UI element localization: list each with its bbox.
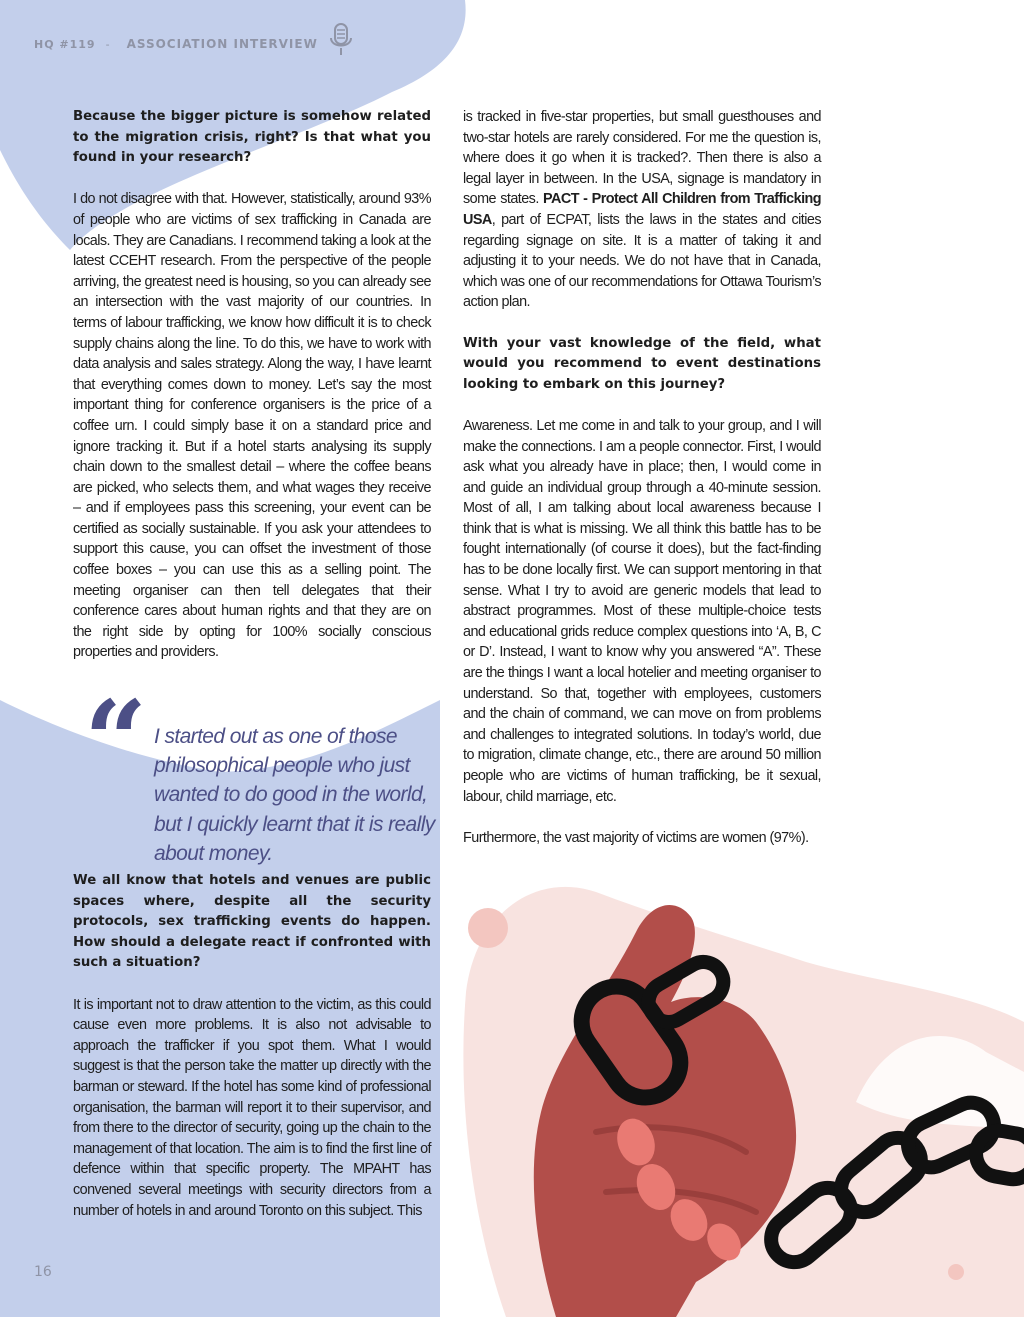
decor-dot xyxy=(468,908,508,948)
interview-answer: Awareness. Let me come in and talk to your group, and I will make the connections. I am a people connector. First, I would ask what you already have in place; then, I would come in and guide an individual group through a 40-minute session. Most of all, I am talking about local awareness because I think that is what is missing. We all think this battle has to be fought internationally (of course it does), but the fact-finding has to be done locally first. We can support mentoring in that sense. What I try to avoid are generic models that lead to abstract programmes. Most of these multiple-choice tests and educational grids reduce complex questions into ‘A, B, C or D’. Instead, I want to know why you answered “A”. These are the things I want a local hotelier and meeting organiser to understand. So that, together with employees, customers and the chain of command, we can move on from problems and challenges to integrated solutions. In today’s world, due to migration, climate change, etc., there are around 50 million people who are victims of human trafficking, be it sexual, labour, child marriage, etc. xyxy=(463,417,821,805)
page-number: 16 xyxy=(34,1264,52,1280)
header-separator: - xyxy=(105,37,111,51)
interview-question: With your vast knowledge of the field, what would you recommend to event destinations looking to embark on this journey? xyxy=(463,335,821,392)
issue-number: HQ #119 xyxy=(34,37,96,51)
interview-answer: I do not disagree with that. However, statistically, around 93% of people who are victims of sex trafficking in Canada are locals. They are Canadians. I recommend taking a look at the latest CCEHT research. From the perspective of the people arriving, the greatest need is housing, so you can already see an intersection with the vast majority of our countries. In terms of labour trafficking, we know how difficult it is to check supply chains along the line. To do this, we have to work with data analysis and sales strategy. Along the way, I have learnt that everything comes down to money. Let’s say the most important thing for conference organisers is the price of a coffee urn. I could simply base it on a standard price and ignore tracking it. But if a hotel starts analysing its supply chain down to the smallest detail – where the coffee beans are picked, who selects them, and what wages they receive – and if employees pass this screening, your event can be certified as socially sustainable. If you ask your attendees to support this cause, you can offset the investment of those coffee boxes – you can use this as a selling point. The meeting organiser can then tell delegates that their conference cares about human rights and that they are on the right side by opting for 100% socially conscious properties and providers. xyxy=(73,191,431,661)
organisation-name: PACT - Protect All Children from Trafficking USA xyxy=(463,191,822,228)
interview-answer: It is important not to draw attention to the victim, as this could cause even more problems. It is also not advisable to approach the trafficker if you spot them. What I would suggest is that the person take the matter up directly with the barman or steward. If the hotel has some kind of professional organisation, the barman will report it to their supervisor, and from there to the director of security, going up the chain to the management of that location. The aim is to find the first line of defence within that specific property. The MPAHT has convened several meetings with security directors from a number of hotels in and around Toronto on this subject. This xyxy=(73,996,431,1219)
answer-text-part: is tracked in five-star properties, but small guesthouses and two-star hotels are rarely considered. For me the question is, where does it go when it is tracked?. Then there is also a legal layer in between. In the USA, signage is mandatory in some states. xyxy=(463,109,821,208)
left-column-bottom xyxy=(73,871,431,1221)
interview-answer-continued xyxy=(463,107,821,313)
page-header xyxy=(34,30,354,58)
interview-question: Because the bigger picture is somehow related to the migration crisis, right? Is that what you found in your research? xyxy=(73,109,431,166)
closing-statement: Furthermore, the vast majority of victims are women (97%). xyxy=(463,829,809,846)
right-column xyxy=(463,107,821,848)
section-title: ASSOCIATION INTERVIEW xyxy=(126,37,318,51)
left-column-top xyxy=(73,107,431,663)
microphone-icon xyxy=(328,22,354,58)
decor-dot xyxy=(948,1264,964,1280)
broken-chain-hand-illustration xyxy=(446,872,1024,1317)
quote-mark-icon: “ xyxy=(84,676,148,805)
pull-quote-text: I started out as one of those philosophical people who just wanted to do good in the world, but I quickly learnt that it is really about money. xyxy=(154,725,435,865)
answer-text-part: , part of ECPAT, lists the laws in the states and cities regarding signage on site. It is a matter of taking it and adjusting it to your needs. We do not have that in Canada, which was one of our recommendations for Ottawa Tourism’s action plan. xyxy=(463,211,821,311)
interview-question: We all know that hotels and venues are public spaces where, despite all the security protocols, sex trafficking events do happen. How should a delegate react if confronted with such a situation? xyxy=(73,873,431,971)
